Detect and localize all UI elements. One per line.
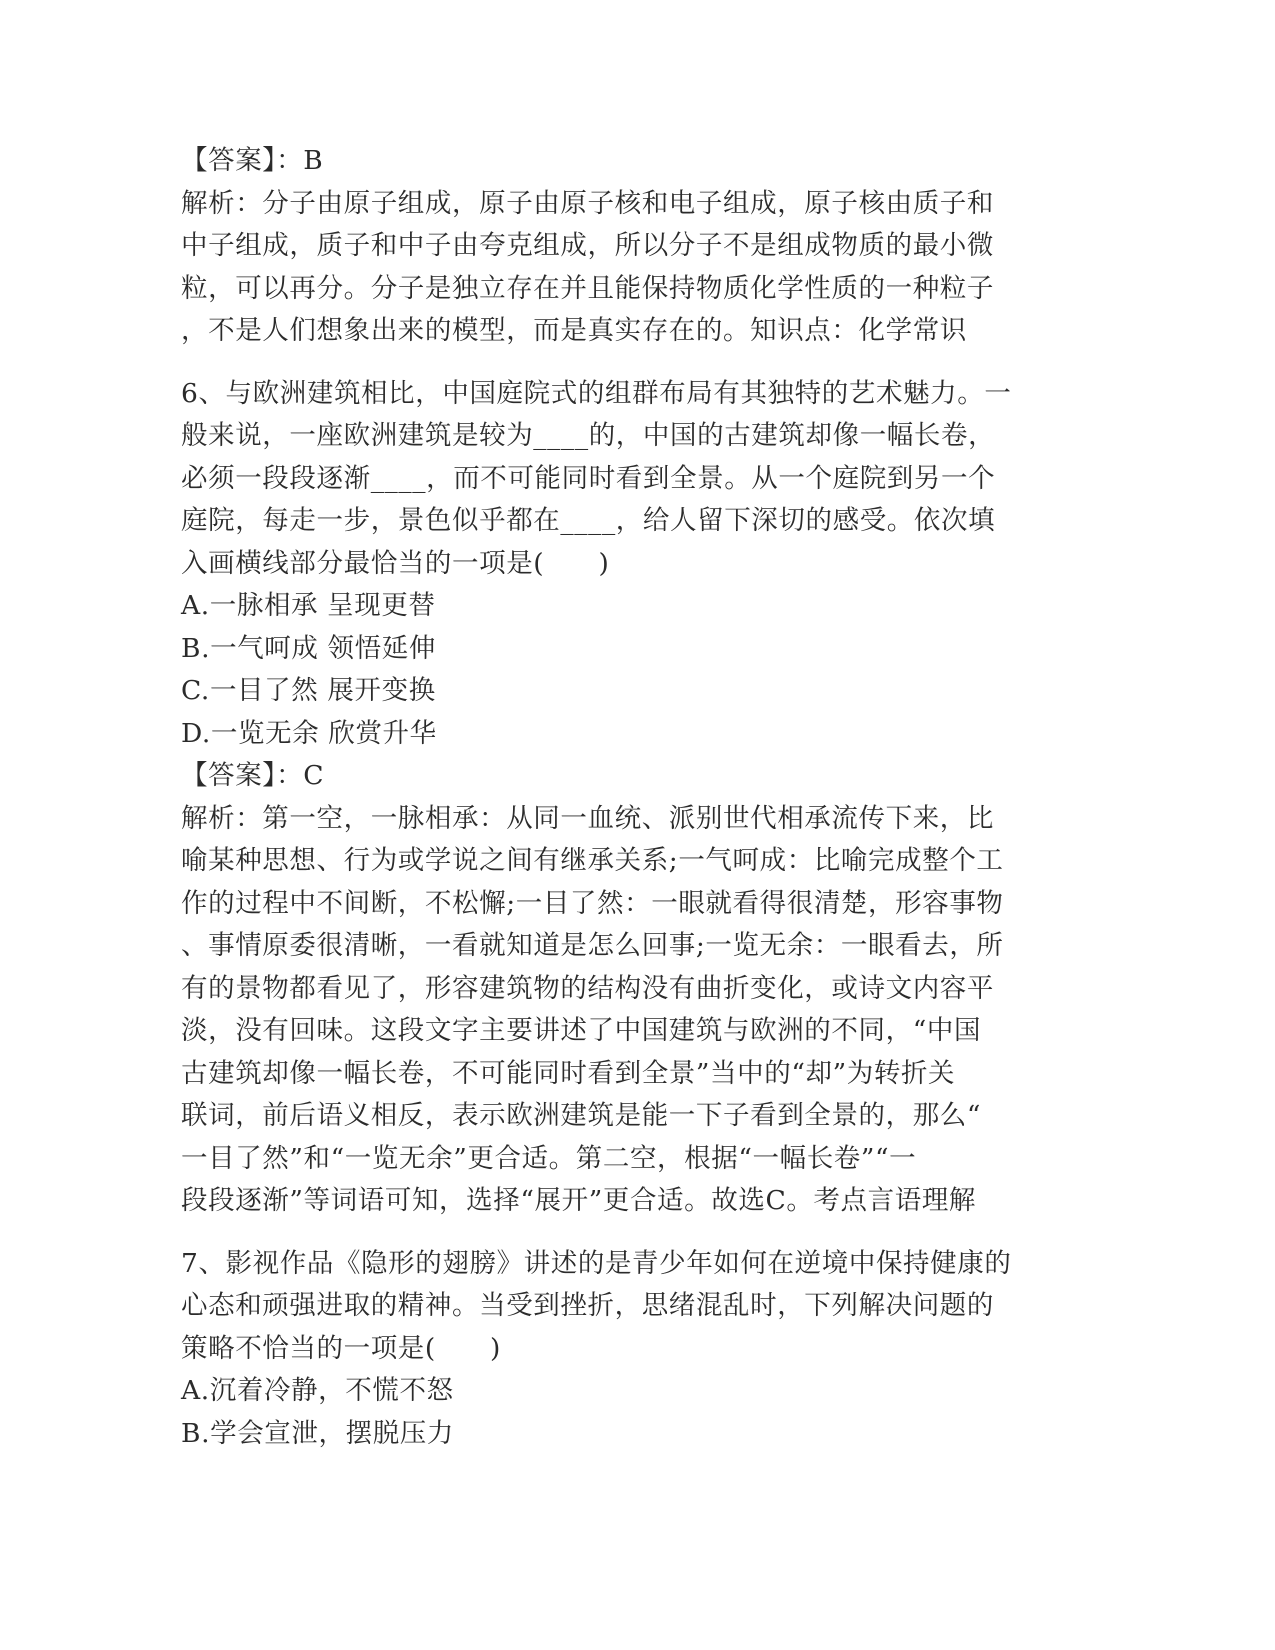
- analysis-line: 有的景物都看见了，形容建筑物的结构没有曲折变化，或诗文内容平: [181, 972, 994, 1004]
- analysis-line: 喻某种思想、行为或学说之间有继承关系;一气呵成：比喻完成整个工: [181, 845, 1004, 876]
- analysis-line: 淡，没有回味。这段文字主要讲述了中国建筑与欧洲的不同，“中国: [181, 1015, 982, 1046]
- analysis-line: 一目了然”和“一览无余”更合适。第二空，根据“一幅长卷”“一: [181, 1142, 917, 1174]
- question-stem-line: 6、与欧洲建筑相比，中国庭院式的组群布局有其独特的艺术魅力。一: [181, 377, 1012, 409]
- option-b: B.一气呵成 领悟延伸: [181, 632, 436, 664]
- question-6: [181, 373, 1061, 1223]
- question-stem-line: 般来说，一座欧洲建筑是较为____的，中国的古建筑却像一幅长卷，: [181, 420, 996, 451]
- analysis-line: 、事情原委很清晰，一看就知道是怎么回事;一览无余：一眼看去，所: [181, 930, 1004, 961]
- question-stem-line: 必须一段段逐渐____，而不可能同时看到全景。从一个庭院到另一个: [181, 462, 996, 494]
- option-c: C.一目了然 展开变换: [181, 675, 436, 706]
- analysis-line: 作的过程中不间断，不松懈;一目了然：一眼就看得很清楚，形容事物: [181, 887, 1004, 919]
- analysis-line: 粒，可以再分。分子是独立存在并且能保持物质化学性质的一种粒子: [181, 272, 994, 304]
- analysis-line: 古建筑却像一幅长卷，不可能同时看到全景”当中的“却”为转折关: [181, 1057, 956, 1089]
- analysis-line: 解析：分子由原子组成，原子由原子核和电子组成，原子核由质子和: [181, 187, 994, 219]
- spacer: [181, 353, 1061, 373]
- analysis-line: 解析：第一空，一脉相承：从同一血统、派别世代相承流传下来，比: [181, 802, 994, 834]
- question-stem-line: 7、影视作品《隐形的翅膀》讲述的是青少年如何在逆境中保持健康的: [181, 1247, 1012, 1279]
- question-stem-line: 策略不恰当的一项是( ): [181, 1332, 501, 1364]
- option-a: A.沉着冷静，不慌不怒: [181, 1375, 454, 1406]
- analysis-line: 中子组成，质子和中子由夸克组成，所以分子不是组成物质的最小微: [181, 230, 994, 261]
- answer-label: 【答案】：B: [181, 145, 324, 176]
- answer-label: 【答案】：C: [181, 760, 325, 791]
- prev-question-answer-block: [181, 140, 1061, 353]
- question-stem-line: 入画横线部分最恰当的一项是( ): [181, 547, 610, 579]
- spacer: [181, 1223, 1061, 1243]
- option-a: A.一脉相承 呈现更替: [181, 590, 436, 621]
- option-b: B.学会宣泄，摆脱压力: [181, 1417, 454, 1449]
- question-stem-line: 庭院，每走一步，景色似乎都在____，给人留下深切的感受。依次填: [181, 505, 996, 536]
- analysis-line: ，不是人们想象出来的模型，而是真实存在的。知识点：化学常识: [181, 315, 967, 346]
- analysis-line: 联词，前后语义相反，表示欧洲建筑是能一下子看到全景的，那么“: [181, 1100, 982, 1131]
- document-page: [181, 140, 1061, 1455]
- question-7: [181, 1243, 1061, 1456]
- option-d: D.一览无余 欣赏升华: [181, 717, 437, 749]
- question-stem-line: 心态和顽强进取的精神。当受到挫折，思绪混乱时，下列解决问题的: [181, 1290, 994, 1321]
- analysis-line: 段段逐渐”等词语可知，选择“展开”更合适。故选C。考点言语理解: [181, 1185, 977, 1216]
